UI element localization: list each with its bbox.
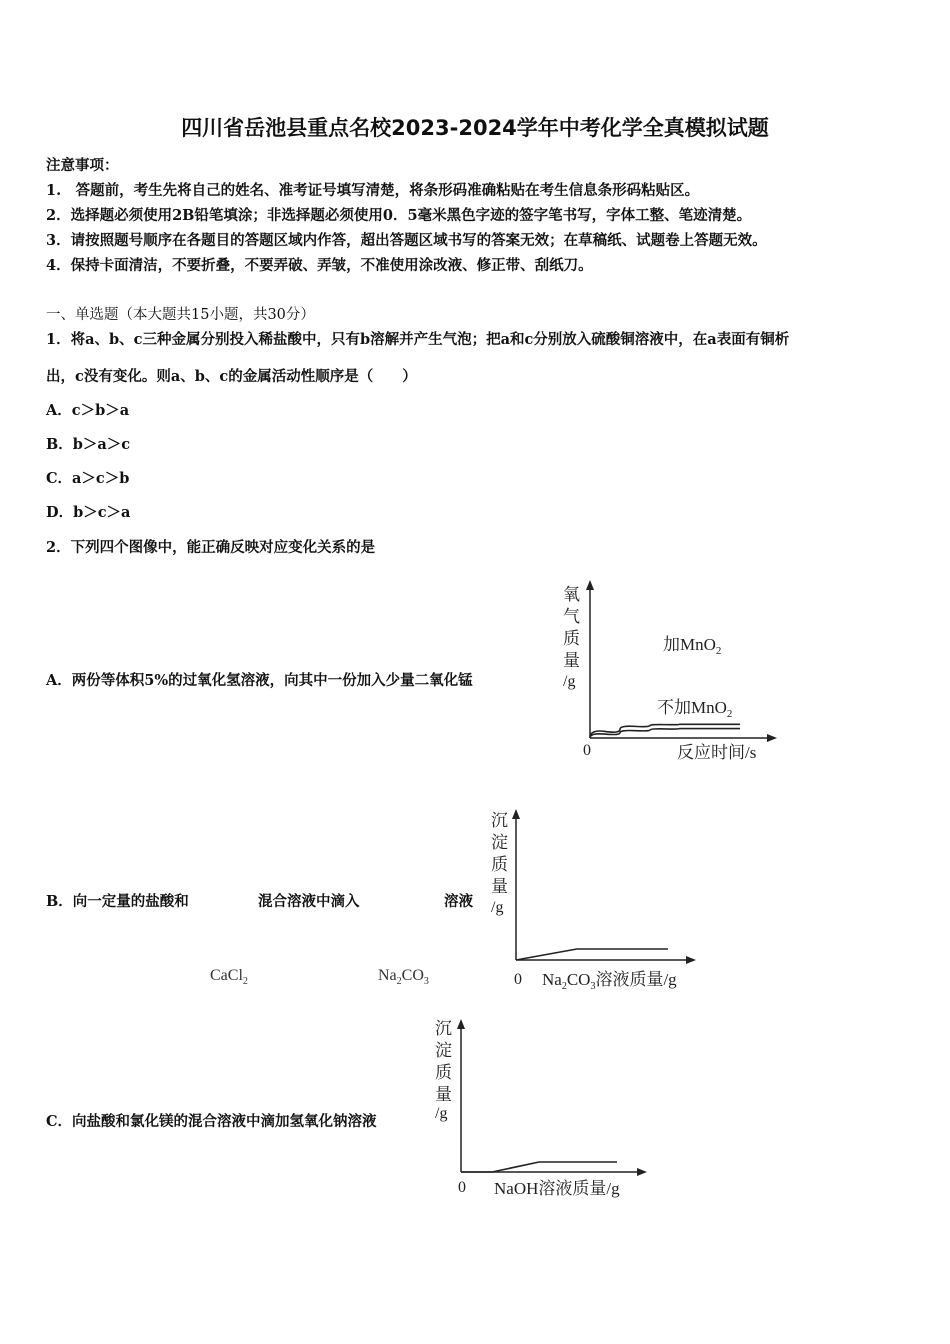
- chart-c-ylabel-4: /g: [435, 1105, 448, 1122]
- chart-b-y-arrow: [512, 809, 520, 819]
- notice-item-2: 2．选择题必须使用2B铅笔填涂；非选择题必须使用0．5毫米黑色字迹的签字笔书写，字体工整、笔迹清楚。: [46, 207, 752, 224]
- chart-c-ylabel-2: 质: [435, 1063, 452, 1082]
- q2-option-b-part2: 混合溶液中滴入: [258, 893, 360, 910]
- chart-b-origin: 0: [514, 971, 522, 988]
- chart-c-y-arrow: [457, 1019, 465, 1029]
- formula-cacl2: CaCl$_2$: [210, 967, 248, 988]
- notice-item-3: 3．请按照题号顺序在各题目的答题区域内作答，超出答题区域书写的答案无效；在草稿纸、试题卷上答题无效。: [46, 232, 767, 249]
- chart-c-ylabel-0: 沉: [435, 1019, 452, 1038]
- q1-option-c: C．a＞c＞b: [46, 470, 130, 487]
- chart-b-ylabel-3: 量: [491, 877, 508, 896]
- q1-stem-line2: 出，c没有变化。则a、b、c的金属活动性顺序是（ ）: [46, 368, 417, 385]
- q2-option-b-part3: 溶液: [444, 893, 473, 910]
- chart-a-ylabel-1: 气: [563, 607, 580, 626]
- chart-a-x-arrow: [767, 734, 777, 742]
- q2-option-a: A．两份等体积5%的过氧化氢溶液，向其中一份加入少量二氧化锰: [46, 672, 473, 689]
- chart-c-xlabel: NaOH溶液质量/g: [494, 1179, 620, 1198]
- q1-option-b: B．b＞a＞c: [46, 436, 131, 453]
- q2-option-b-part1: B．向一定量的盐酸和: [46, 893, 189, 910]
- chart-c-ylabel-3: 量: [435, 1085, 452, 1104]
- page-title: 四川省岳池县重点名校2023-2024学年中考化学全真模拟试题: [181, 116, 769, 140]
- chart-a-series-mno2: [590, 724, 740, 738]
- chart-a: [555, 578, 795, 768]
- notice-heading: 注意事项：: [46, 157, 119, 174]
- chart-b-ylabel-4: /g: [491, 899, 504, 916]
- chart-a-origin: 0: [583, 742, 591, 759]
- chart-a-xlabel: 反应时间/s: [677, 743, 757, 762]
- chart-b-x-arrow: [686, 956, 696, 964]
- chart-a-ylabel-0: 氧: [563, 585, 580, 604]
- section-heading: 一、单选题（本大题共15小题，共30分）: [46, 307, 315, 323]
- formula-na2co3: $Na_2CO_3$: [378, 967, 429, 988]
- chart-a-series-no-mno2: [590, 729, 740, 738]
- chart-c-x-arrow: [637, 1168, 647, 1176]
- chart-b-ylabel-1: 淀: [491, 833, 508, 852]
- q2-option-c: C．向盐酸和氯化镁的混合溶液中滴加氢氧化钠溶液: [46, 1113, 377, 1130]
- chart-c: [430, 1014, 670, 1204]
- chart-b-ylabel-2: 质: [491, 855, 508, 874]
- chart-a-legend-mno2: 加MnO$_2$: [663, 635, 722, 657]
- q1-stem-line1: 1．将a、b、c三种金属分别投入稀盐酸中，只有b溶解并产生气泡；把a和c分别放入硫酸铜溶液中，在a表面有铜析: [46, 331, 790, 348]
- chart-b-series: [516, 949, 668, 960]
- chart-c-series: [461, 1162, 617, 1172]
- q1-option-d: D．b＞c＞a: [46, 504, 131, 521]
- chart-c-origin: 0: [458, 1179, 466, 1196]
- chart-b-xlabel: $Na_2CO_3$溶液质量/g: [542, 970, 677, 992]
- q2-stem: 2．下列四个图像中，能正确反映对应变化关系的是: [46, 539, 376, 556]
- chart-a-ylabel-3: 量: [563, 651, 580, 670]
- notice-item-1: 1. 答题前，考生先将自己的姓名、准考证号填写清楚，将条形码准确粘贴在考生信息条形码粘贴区。: [46, 182, 700, 199]
- chart-b: [486, 806, 726, 996]
- chart-a-ylabel-4: /g: [563, 673, 576, 690]
- chart-b-ylabel-0: 沉: [491, 811, 508, 830]
- chart-a-ylabel-2: 质: [563, 629, 580, 648]
- chart-a-legend-no-mno2: 不加MnO$_2$: [657, 698, 733, 720]
- chart-a-y-arrow: [586, 580, 594, 590]
- q1-option-a: A．c＞b＞a: [46, 402, 130, 419]
- notice-item-4: 4．保持卡面清洁，不要折叠，不要弄破、弄皱，不准使用涂改液、修正带、刮纸刀。: [46, 257, 593, 274]
- chart-c-ylabel-1: 淀: [435, 1041, 452, 1060]
